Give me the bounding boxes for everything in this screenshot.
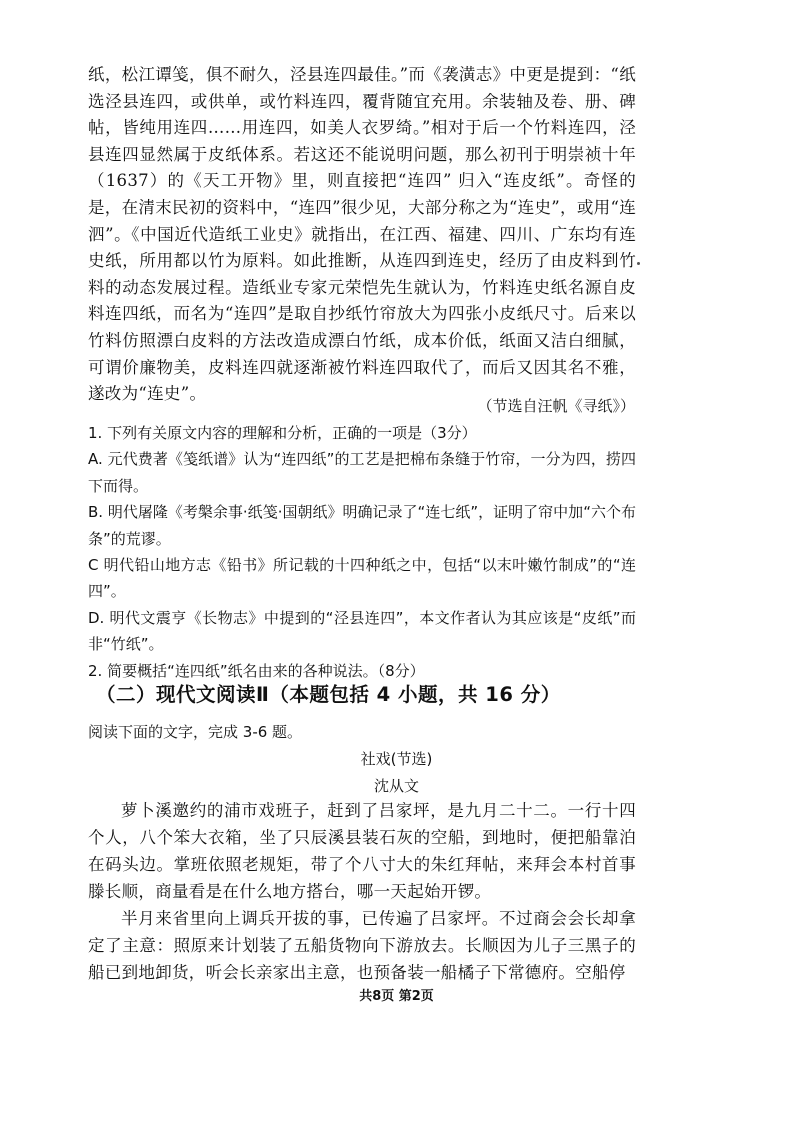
story-text	[88, 797, 636, 986]
story-paragraph-1: 萝卜溪邀约的浦市戏班子，赶到了吕家坪，是九月二十二。一行十四个人，八个笨大衣箱，坐了只辰溪县装石灰的空船，到地时，便把船靠泊在码头边。掌班依照老规矩，带了个八寸大的朱红拜帖，来拜会本村首事滕长顺，商量看是在什么地方搭台，哪一天起始开锣。	[88, 801, 636, 901]
question-2: 2. 简要概括“连四纸”纸名由来的各种说法。（8分）	[88, 661, 425, 680]
question-1-option-a: A. 元代费著《笺纸谱》认为“连四纸”的工艺是把棉布条缝于竹帘，一分为四，捞四下而得。	[88, 450, 636, 495]
section-title: （二）现代文阅读Ⅱ（本题包括 4 小题，共 16 分）	[96, 683, 561, 706]
question-1-stem: 1. 下列有关原文内容的理解和分析，正确的一项是（3分）	[88, 424, 477, 442]
question-1-option-d: D. 明代文震亨《长物志》中提到的“泾县连四”，本文作者认为其应该是“皮纸”而非“竹纸”。	[88, 608, 636, 654]
section-intro: 阅读下面的文字，完成 3-6 题。	[88, 723, 303, 741]
scan-speck	[637, 262, 640, 265]
passage-source: （节选自汪帆《寻纸》）	[477, 397, 635, 415]
story-author: 沈从文	[373, 777, 419, 795]
passage-paragraph: 纸，松江谭笺，俱不耐久，泾县连四最佳。”而《袭潢志》中更是提到：“纸选泾县连四，或供单，或竹料连四，覆背随宜充用。余装轴及卷、册、碑帖，皆纯用连四……用连四，如美人衣罗绮。”相对于后一个竹料连四，泾县连四显然属于皮纸体系。若这还不能说明问题，那么初刊于明崇祯十年（1637）的《天工开物》里，则直接把“连四” 归入“连皮纸”。奇怪的是，在清末民初的资料中，“连四”很少见，大部分称之为“连史”，或用“连泗”。《中国近代造纸工业史》就指出，在江西、福建、四川、广东均有连史纸，所用都以竹为原料。如此推断，从连四到连史，经历了由皮料到竹料的动态发展过程。造纸业专家元荣恺先生就认为，竹料连史纸名源自皮料连四纸，而名为“连四”是取自抄纸竹帘放大为四张小皮纸尺寸。后来以竹料仿照漂白皮料的方法改造成漂白竹纸，成本价低，纸面又洁白细腻，可谓价廉物美，皮料连四就逐渐被竹料连四取代了，而后又因其名不雅，遂改为“连史”。	[88, 65, 636, 404]
story-paragraph-2: 半月来省里向上调兵开拔的事，已传遍了吕家坪。不过商会会长却拿定了主意：照原来计划装了五船货物向下游放去。长顺因为儿子三黑子的船已到地卸货，听会长亲家出主意，也预备装一船橘子下常德府。空船停	[88, 909, 636, 982]
page-footer: 共8页 第2页	[359, 989, 434, 1004]
question-block	[88, 420, 636, 684]
story-title: 社戏(节选)	[360, 750, 433, 768]
question-1-option-b: B. 明代屠隆《考槃余事·纸笺·国朝纸》明确记录了“连七纸”，证明了帘中加“六个布条”的荒谬。	[88, 503, 636, 548]
question-1-option-c: C 明代铅山地方志《铅书》所记载的十四种纸之中，包括“以末叶嫩竹制成”的“连四”。	[88, 556, 636, 601]
